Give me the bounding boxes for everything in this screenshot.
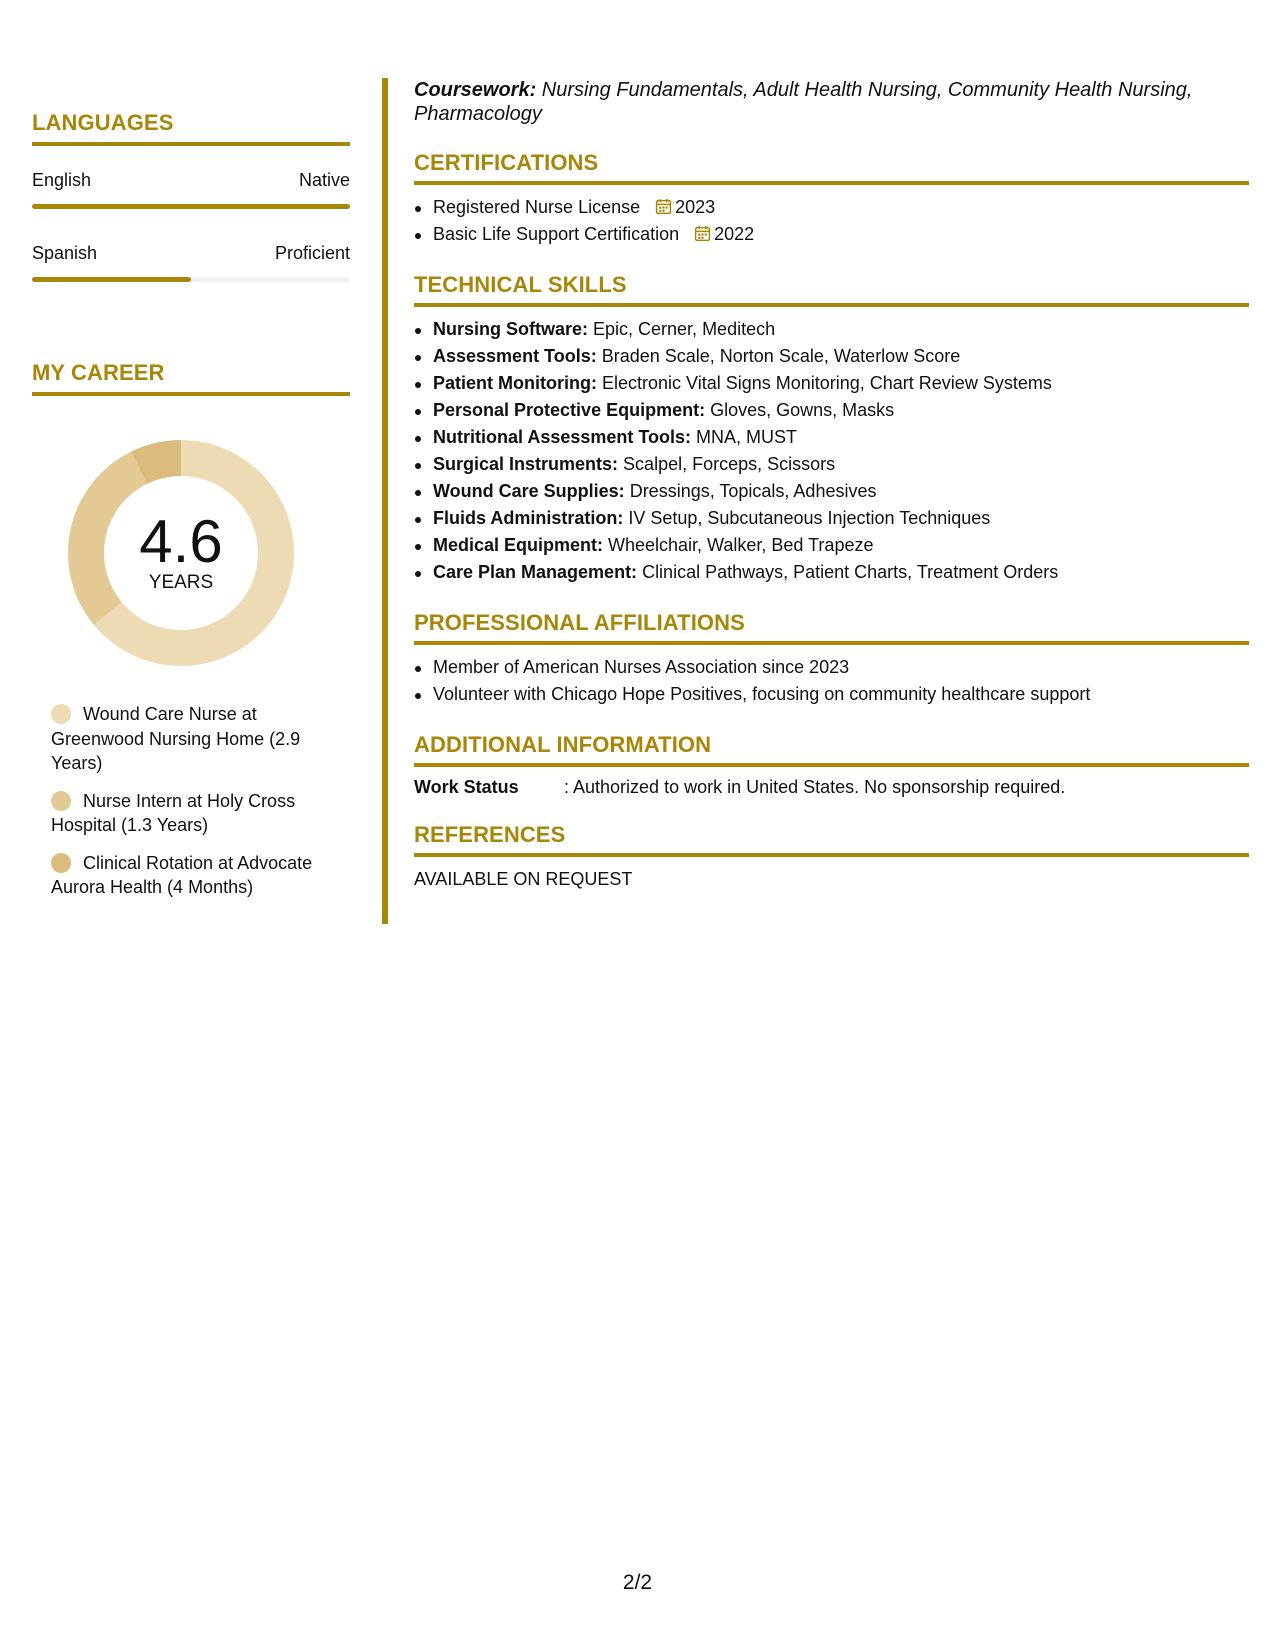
coursework-text: Nursing Fundamentals, Adult Health Nursing, Community Health Nursing, Pharmacology: [414, 79, 1193, 125]
skill-item: Fluids Administration: IV Setup, Subcutaneous Injection Techniques: [414, 505, 1249, 532]
certification-year: 2022: [714, 224, 755, 244]
references-section: [414, 822, 1249, 890]
additional-info-section: [414, 732, 1249, 798]
skill-item: Care Plan Management: Clinical Pathways, Patient Charts, Treatment Orders: [414, 559, 1249, 586]
coursework: [414, 78, 1249, 126]
legend-dot: [51, 853, 71, 873]
affiliation-item: Member of American Nurses Association since 2023: [414, 654, 1249, 681]
skill-item: Wound Care Supplies: Dressings, Topicals, Adhesives: [414, 478, 1249, 505]
certification-item: Registered Nurse License 2023: [414, 194, 1249, 221]
affiliations-section: [414, 610, 1249, 708]
language-spanish: [32, 243, 350, 282]
calendar-icon: [694, 225, 711, 242]
skill-item: Nursing Software: Epic, Cerner, Meditech: [414, 316, 1249, 343]
language-name: English: [32, 170, 92, 190]
career-total-unit: YEARS: [148, 572, 214, 593]
references-title: REFERENCES: [414, 822, 1249, 857]
skill-item: Patient Monitoring: Electronic Vital Signs Monitoring, Chart Review Systems: [414, 370, 1249, 397]
left-column: [32, 110, 350, 913]
languages-title: LANGUAGES: [32, 110, 350, 146]
language-level: Proficient: [274, 243, 350, 263]
references-text: AVAILABLE ON REQUEST: [414, 869, 633, 889]
work-status-value: : Authorized to work in United States. No sponsorship required.: [564, 777, 1066, 797]
affiliation-item: Volunteer with Chicago Hope Positives, focusing on community healthcare support: [414, 681, 1249, 708]
affiliations-title: PROFESSIONAL AFFILIATIONS: [414, 610, 1249, 645]
certification-item: Basic Life Support Certification 2022: [414, 221, 1249, 248]
skill-item: Assessment Tools: Braden Scale, Norton Scale, Waterlow Score: [414, 343, 1249, 370]
right-column: [414, 78, 1249, 890]
career-legend: [51, 702, 341, 900]
coursework-label: Coursework:: [414, 79, 537, 101]
language-proficiency-fill: [32, 204, 350, 209]
language-proficiency-bar: [32, 204, 350, 209]
page-number: 2/2: [622, 1571, 653, 1594]
certification-year: 2023: [675, 197, 716, 217]
language-proficiency-bar: [32, 277, 350, 282]
technical-skills-section: [414, 272, 1249, 586]
skill-item: Personal Protective Equipment: Gloves, Gowns, Masks: [414, 397, 1249, 424]
career-title: MY CAREER: [32, 360, 350, 396]
career-donut-chart: [66, 438, 296, 668]
additional-info-title: ADDITIONAL INFORMATION: [414, 732, 1249, 767]
career-legend-item: Clinical Rotation at Advocate Aurora Health (4 Months): [51, 852, 313, 897]
work-status-label: Work Status: [414, 777, 519, 797]
skill-item: Surgical Instruments: Scalpel, Forceps, Scissors: [414, 451, 1249, 478]
skill-item: Nutritional Assessment Tools: MNA, MUST: [414, 424, 1249, 451]
legend-dot: [51, 704, 71, 724]
certifications-title: CERTIFICATIONS: [414, 150, 1249, 185]
language-english: [32, 170, 350, 209]
work-status-row: [414, 777, 1249, 798]
column-divider: [382, 78, 388, 924]
career-legend-item: Nurse Intern at Holy Cross Hospital (1.3 Years): [51, 790, 296, 835]
skill-item: Medical Equipment: Wheelchair, Walker, Bed Trapeze: [414, 532, 1249, 559]
language-level: Native: [298, 170, 350, 190]
legend-dot: [51, 791, 71, 811]
career-legend-item: Wound Care Nurse at Greenwood Nursing Home (2.9 Years): [51, 704, 301, 773]
career-total-years: 4.6: [139, 508, 223, 575]
calendar-icon: [655, 198, 672, 215]
language-proficiency-fill: [32, 277, 191, 282]
language-name: Spanish: [32, 243, 98, 263]
certifications-section: [414, 150, 1249, 248]
technical-skills-title: TECHNICAL SKILLS: [414, 272, 1249, 307]
